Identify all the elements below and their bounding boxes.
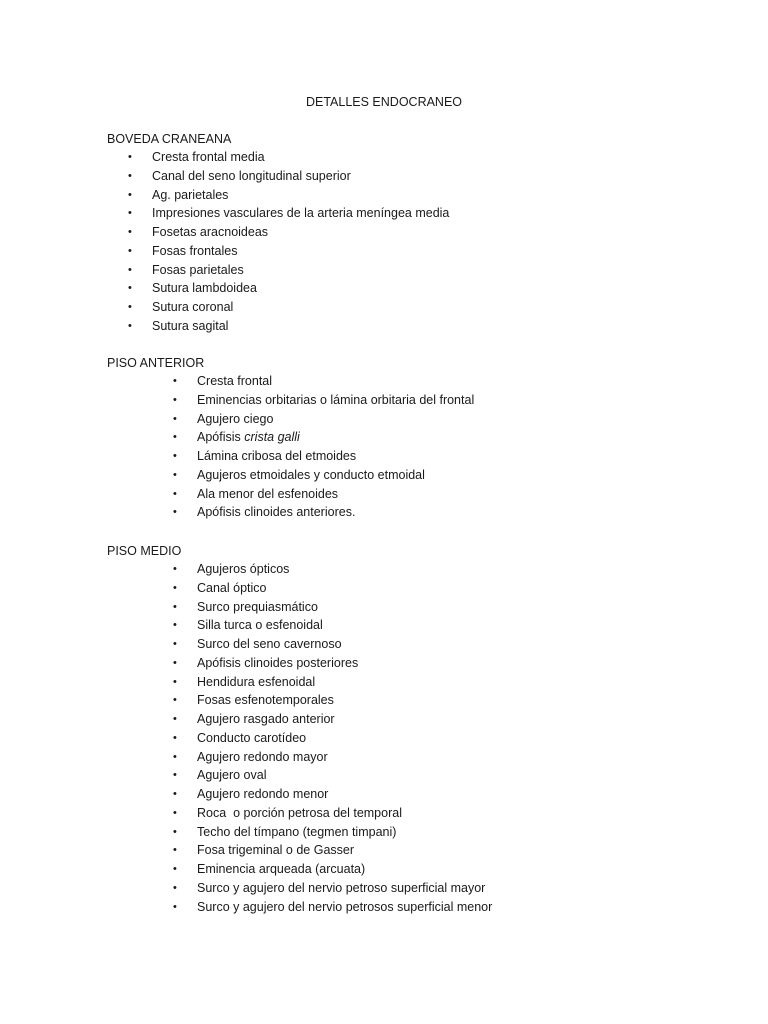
list-item: • Agujero oval bbox=[197, 766, 492, 785]
list-item: • Agujero redondo menor bbox=[197, 785, 492, 804]
list-item: • Apófisis clinoides anteriores. bbox=[197, 503, 474, 522]
list-item: • Agujeros ópticos bbox=[197, 560, 492, 579]
list-item: • Techo del tímpano (tegmen timpani) bbox=[197, 823, 492, 842]
section-heading-piso-medio: PISO MEDIO bbox=[107, 544, 182, 558]
list-item: • Eminencias orbitarias o lámina orbitaria del frontal bbox=[197, 391, 474, 410]
list-item: • Hendidura esfenoidal bbox=[197, 673, 492, 692]
list-item: • Surco prequiasmático bbox=[197, 598, 492, 617]
list-item: • Agujeros etmoidales y conducto etmoidal bbox=[197, 466, 474, 485]
list-item: • Roca o porción petrosa del temporal bbox=[197, 804, 492, 823]
list-piso-medio bbox=[197, 560, 492, 916]
list-item: • Ag. parietales bbox=[152, 186, 449, 205]
list-item: • Agujero redondo mayor bbox=[197, 748, 492, 767]
list-item: • Sutura sagital bbox=[152, 317, 449, 336]
list-item: • Fosas esfenotemporales bbox=[197, 691, 492, 710]
list-item: • Ala menor del esfenoides bbox=[197, 485, 474, 504]
list-item: • Agujero rasgado anterior bbox=[197, 710, 492, 729]
list-item: • Cresta frontal bbox=[197, 372, 474, 391]
document-title: DETALLES ENDOCRANEO bbox=[305, 95, 463, 109]
list-item: • Conducto carotídeo bbox=[197, 729, 492, 748]
list-item: • Agujero ciego bbox=[197, 410, 474, 429]
list-item: • Fosas parietales bbox=[152, 261, 449, 280]
list-item: • Canal del seno longitudinal superior bbox=[152, 167, 449, 186]
list-item: • Lámina cribosa del etmoides bbox=[197, 447, 474, 466]
list-item: • Apófisis clinoides posteriores bbox=[197, 654, 492, 673]
list-item-text: Apófisis bbox=[197, 430, 245, 445]
section-heading-piso-anterior: PISO ANTERIOR bbox=[107, 356, 205, 370]
list-item: • Cresta frontal media bbox=[152, 148, 449, 167]
list-item: • Impresiones vasculares de la arteria meníngea media bbox=[152, 204, 449, 223]
list-boveda-craneana bbox=[152, 148, 449, 336]
list-item: • Silla turca o esfenoidal bbox=[197, 616, 492, 635]
list-piso-anterior bbox=[197, 372, 474, 522]
list-item: • Sutura coronal bbox=[152, 298, 449, 317]
list-item: • Eminencia arqueada (arcuata) bbox=[197, 860, 492, 879]
list-item: • Fosas frontales bbox=[152, 242, 449, 261]
list-item: • Canal óptico bbox=[197, 579, 492, 598]
list-item: • Sutura lambdoidea bbox=[152, 279, 449, 298]
list-item: • Surco y agujero del nervio petrosos superficial menor bbox=[197, 898, 492, 917]
list-item: • Fosa trigeminal o de Gasser bbox=[197, 841, 492, 860]
italic-term: crista galli bbox=[244, 430, 300, 445]
list-item: • Surco del seno cavernoso bbox=[197, 635, 492, 654]
list-item: • Fosetas aracnoideas bbox=[152, 223, 449, 242]
list-item-crista-galli bbox=[197, 428, 474, 447]
section-heading-boveda: BOVEDA CRANEANA bbox=[107, 132, 232, 146]
list-item: • Surco y agujero del nervio petroso superficial mayor bbox=[197, 879, 492, 898]
